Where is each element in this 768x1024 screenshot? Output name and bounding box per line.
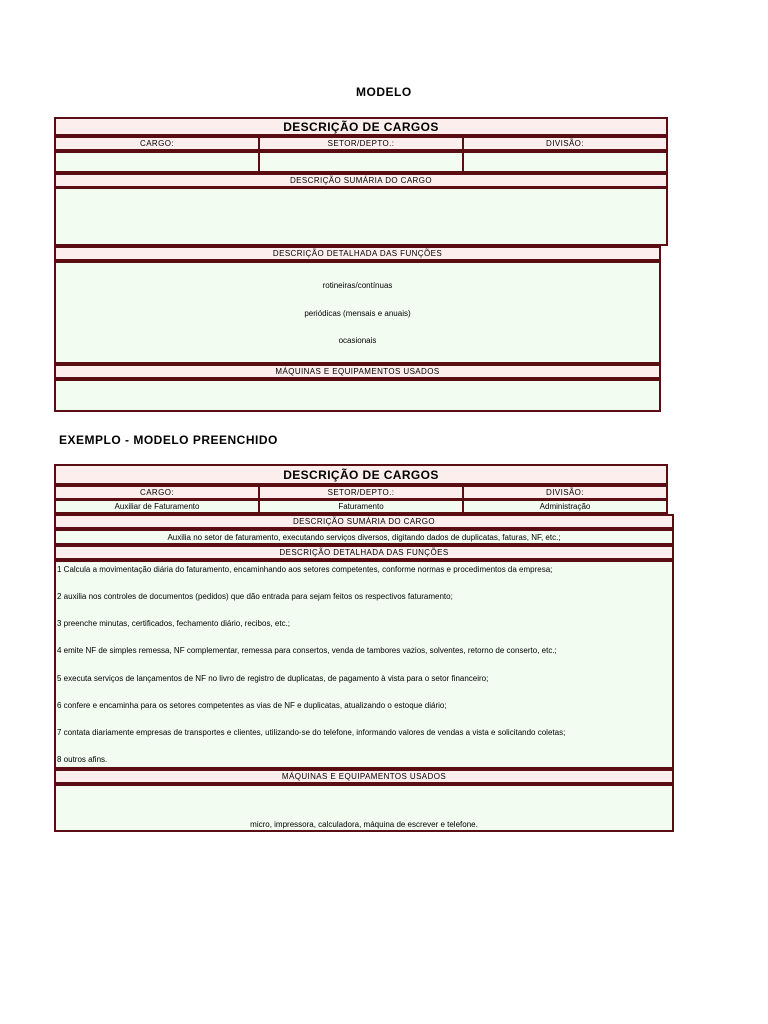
modelo-setor-field[interactable] — [258, 151, 464, 173]
exemplo-summary-value[interactable]: Auxilia no setor de faturamento, executando serviços diversos, digitando dados de duplicatas, faturas, NF, etc.; — [54, 529, 674, 545]
function-item: 6 confere e encaminha para os setores competentes as vias de NF e duplicatas, atualizando o estoque diário; — [57, 701, 447, 710]
modelo-machines-field[interactable] — [54, 379, 661, 412]
modelo-detail-item: ocasionais — [338, 336, 377, 345]
function-item: 8 outros afins. — [57, 755, 108, 764]
modelo-setor-label: SETOR/DEPTO.: — [258, 136, 464, 151]
exemplo-machines-label: MÁQUINAS E EQUIPAMENTOS USADOS — [54, 769, 674, 784]
exemplo-divisao-value[interactable]: Administração — [462, 499, 668, 514]
modelo-cargo-label: CARGO: — [54, 136, 260, 151]
modelo-summary-field[interactable] — [54, 187, 668, 246]
modelo-detail-label: DESCRIÇÃO DETALHADA DAS FUNÇÕES — [54, 246, 661, 261]
exemplo-detail-field[interactable] — [54, 560, 674, 769]
function-item: 2 auxilia nos controles de documentos (pedidos) que dão entrada para sejam feitos os respectivos faturamento; — [57, 592, 453, 601]
exemplo-setor-value[interactable]: Faturamento — [258, 499, 464, 514]
modelo-form-title: DESCRIÇÃO DE CARGOS — [54, 117, 668, 136]
exemplo-detail-label: DESCRIÇÃO DETALHADA DAS FUNÇÕES — [54, 545, 674, 560]
function-item: 5 executa serviços de lançamentos de NF no livro de registro de duplicatas, de pagamento à vista para o setor financeiro; — [57, 674, 489, 683]
modelo-detail-item: periódicas (mensais e anuais) — [304, 309, 411, 318]
exemplo-cargo-label: CARGO: — [54, 485, 260, 500]
exemplo-cargo-value[interactable]: Auxiliar de Faturamento — [54, 499, 260, 514]
exemplo-machines-field[interactable] — [54, 784, 674, 832]
modelo-summary-label: DESCRIÇÃO SUMÁRIA DO CARGO — [54, 173, 668, 188]
function-item: 3 preenche minutas, certificados, fechamento diário, recibos, etc.; — [57, 619, 291, 628]
modelo-cargo-field[interactable] — [54, 151, 260, 173]
function-item: 1 Calcula a movimentação diária do faturamento, encaminhando aos setores competentes, conforme normas e procedimentos da empresa; — [57, 565, 553, 574]
function-item: 4 emite NF de simples remessa, NF complementar, remessa para consertos, venda de tambores vazios, solventes, retorno de conserto, etc.; — [57, 646, 557, 655]
modelo-divisao-field[interactable] — [462, 151, 668, 173]
modelo-detail-field[interactable] — [54, 261, 661, 364]
exemplo-setor-label: SETOR/DEPTO.: — [258, 485, 464, 500]
exemplo-summary-label: DESCRIÇÃO SUMÁRIA DO CARGO — [54, 514, 674, 529]
exemplo-divisao-label: DIVISÃO: — [462, 485, 668, 500]
exemplo-heading: EXEMPLO - MODELO PREENCHIDO — [59, 433, 278, 447]
exemplo-form-title: DESCRIÇÃO DE CARGOS — [54, 464, 668, 485]
modelo-detail-item: rotineiras/contínuas — [322, 281, 393, 290]
modelo-machines-label: MÁQUINAS E EQUIPAMENTOS USADOS — [54, 364, 661, 379]
modelo-divisao-label: DIVISÃO: — [462, 136, 668, 151]
function-item: 7 contata diariamente empresas de transportes e clientes, utilizando-se do telefone, informando valores de vendas a vista e solicitando coletas; — [57, 728, 566, 737]
machines-text: micro, impressora, calculadora, máquina de escrever e telefone. — [250, 820, 478, 829]
modelo-heading: MODELO — [356, 85, 412, 99]
